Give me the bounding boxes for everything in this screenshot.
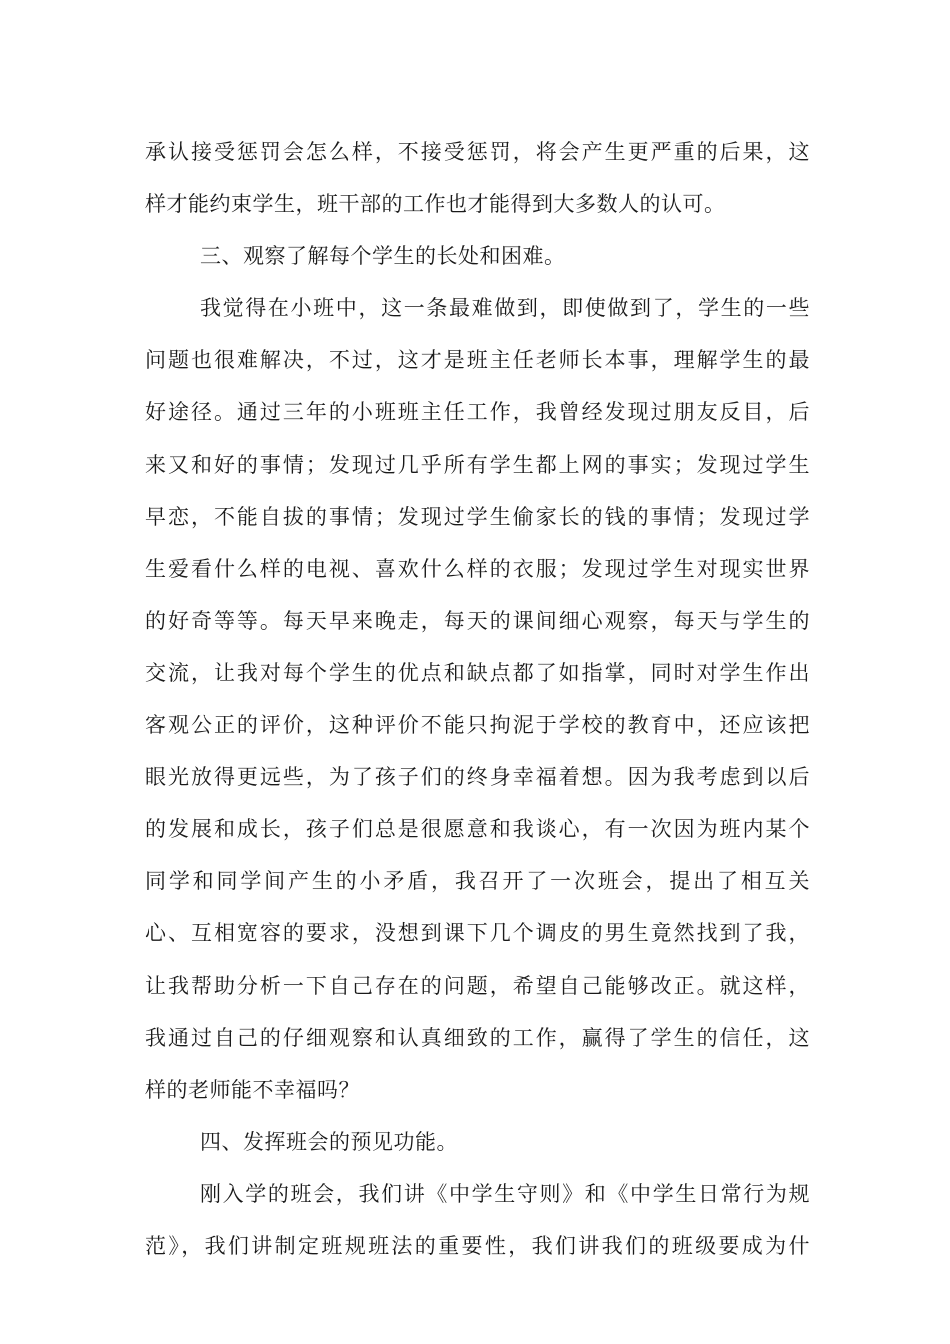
text-line: 心、互相宽容的要求，没想到课下几个调皮的男生竟然找到了我， <box>145 921 810 946</box>
text-line: 我通过自己的仔细观察和认真细致的工作，赢得了学生的信任，这 <box>145 1025 810 1050</box>
text-line: 好途径。通过三年的小班班主任工作，我曾经发现过朋友反目，后 <box>145 400 810 425</box>
text-line: 的发展和成长，孩子们总是很愿意和我谈心，有一次因为班内某个 <box>145 817 810 842</box>
text-line: 同学和同学间产生的小矛盾，我召开了一次班会，提出了相互关 <box>145 869 810 894</box>
text-line: 问题也很难解决，不过，这才是班主任老师长本事，理解学生的最 <box>145 348 810 373</box>
text-line: 来又和好的事情；发现过几乎所有学生都上网的事实；发现过学生 <box>145 452 810 477</box>
section-heading: 三、观察了解每个学生的长处和困难。 <box>200 244 566 269</box>
text-line: 让我帮助分析一下自己存在的问题，希望自己能够改正。就这样， <box>145 973 810 998</box>
text-line: 我觉得在小班中，这一条最难做到，即使做到了，学生的一些 <box>200 296 810 321</box>
text-line: 样才能约束学生，班干部的工作也才能得到大多数人的认可。 <box>145 192 726 217</box>
text-line: 范》，我们讲制定班规班法的重要性，我们讲我们的班级要成为什 <box>145 1233 810 1258</box>
text-line: 早恋，不能自拔的事情；发现过学生偷家长的钱的事情；发现过学 <box>145 504 810 529</box>
text-line: 交流，让我对每个学生的优点和缺点都了如指掌，同时对学生作出 <box>145 660 810 685</box>
text-line: 刚入学的班会，我们讲《中学生守则》和《中学生日常行为规 <box>200 1181 810 1206</box>
text-line: 样的老师能不幸福吗？ <box>145 1077 360 1102</box>
text-line: 的好奇等等。每天早来晚走，每天的课间细心观察，每天与学生的 <box>145 608 810 633</box>
text-line: 承认接受惩罚会怎么样，不接受惩罚，将会产生更严重的后果，这 <box>145 140 810 164</box>
text-line: 客观公正的评价，这种评价不能只拘泥于学校的教育中，还应该把 <box>145 713 810 738</box>
text-line: 生爱看什么样的电视、喜欢什么样的衣服；发现过学生对现实世界 <box>145 556 810 581</box>
body-text <box>145 126 810 1272</box>
section-heading: 四、发挥班会的预见功能。 <box>200 1129 458 1154</box>
text-line: 眼光放得更远些，为了孩子们的终身幸福着想。因为我考虑到以后 <box>145 765 810 790</box>
